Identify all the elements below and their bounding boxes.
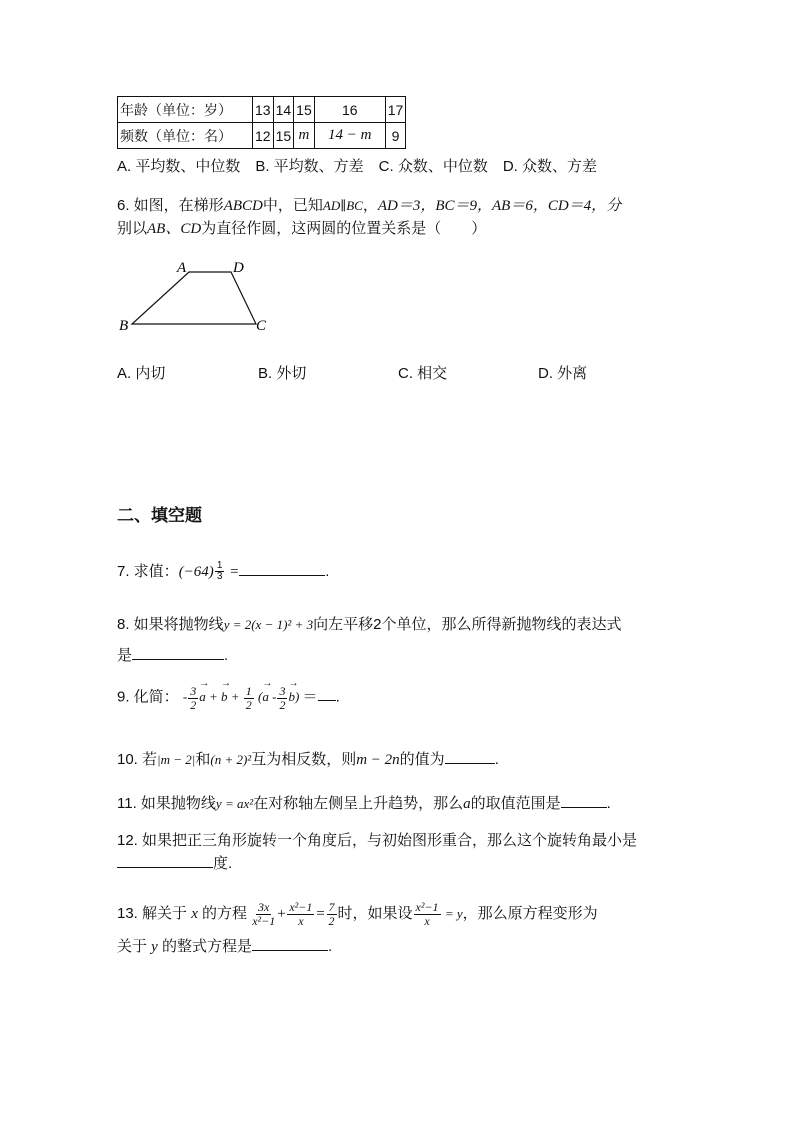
q11-a: a [463, 796, 471, 812]
q6-ab-cd: AB、CD [147, 221, 202, 237]
q9 [117, 685, 340, 712]
q7 [117, 560, 329, 582]
table-cell: 16 [314, 97, 385, 123]
vertex-label-d: D [233, 260, 244, 276]
q9-expr: - $\frac{3}{2}$ → a + → b + $\frac{1}{2}$ (→ a - $\frac{3}{2}$ → b) [183, 689, 303, 704]
answer-blank[interactable] [132, 645, 224, 660]
q13-eqy: = y [441, 905, 463, 921]
table-cell: 17 [385, 97, 406, 123]
vertex-label-c: C [256, 318, 267, 334]
q6-option-c: C. 相交 [398, 365, 448, 382]
q7-eq: = [225, 564, 240, 580]
answer-blank[interactable] [117, 853, 213, 868]
q6-option-a: A. 内切 [117, 365, 166, 382]
q13-substitution: $\frac{\text{x²−1}}{x}$ [415, 900, 439, 928]
q7-exp-den: 3 [216, 571, 223, 582]
q12-line2 [117, 852, 232, 873]
answer-blank[interactable] [318, 686, 336, 701]
q13-line2 [117, 935, 332, 956]
q11-expr: y = ax² [215, 796, 254, 811]
q6-text: 别以 [117, 220, 148, 237]
q13-rest: ，那么原方程变形为 [462, 904, 598, 922]
answer-blank[interactable] [445, 749, 495, 764]
answer-blank[interactable] [561, 793, 607, 808]
table-header-count: 频数（单位：名） [118, 123, 253, 149]
q10-abs: |m − 2| [157, 752, 196, 767]
q6-trapezoid: ABCD [223, 198, 263, 214]
q10-square: (n + 2)² [210, 752, 252, 767]
q7-end: . [325, 563, 330, 580]
q10-end: . [494, 751, 499, 768]
q13-prefix: 13. 解关于 [117, 904, 192, 922]
q13-equation: $\frac{3x}{\text{x²−1}}$ + $\frac{\text{x²−1}}{x}$ = $\frac{7}{2}$ [252, 900, 335, 928]
q6-line2 [117, 217, 486, 238]
trapezoid-shape [132, 272, 256, 324]
trapezoid-figure [110, 255, 280, 335]
table-cell: 15 [273, 123, 294, 149]
table-row [118, 97, 406, 123]
table-cell: 12 [253, 123, 274, 149]
q7-expr: (−64) [178, 564, 214, 580]
q6-line1: 6. 如图，在梯形ABCD中，已知AD∥BC，AD＝3，BC＝9，AB＝6，CD＝4，分 [117, 197, 622, 214]
q11-rest2: 的取值范围是 [470, 795, 561, 812]
q11-prefix: 11. 如果抛物线 [117, 795, 216, 812]
q7-exp-num: 1 [216, 560, 223, 571]
table-cell: 15 [294, 97, 315, 123]
q10-rest: 互为相反数，则 [251, 751, 357, 768]
q8-expr: y = 2(x − 1)² + 3 [223, 617, 314, 632]
q10-and: 和 [195, 751, 211, 768]
vertex-label-a: A [177, 260, 187, 276]
q13-when: 时，如果设 [337, 904, 413, 922]
q13-y: y [151, 939, 158, 955]
q12-line1: 12. 如果把正三角形旋转一个角度后，与初始图形重合，那么这个旋转角最小是 [117, 832, 638, 849]
q8-rest: 向左平移2个单位，那么所得新抛物线的表达式 [313, 616, 622, 633]
q8-line2 [117, 644, 228, 665]
q7-prefix: 7. 求值： [117, 563, 179, 580]
table-cell: 14 − m [314, 123, 385, 149]
q10 [117, 748, 499, 769]
q13-line2b: 的整式方程是 [157, 938, 253, 955]
q6-values: AD＝3，BC＝9，AB＝6，CD＝4，分 [377, 198, 622, 214]
q11-end: . [606, 795, 611, 812]
table-cell: 14 [273, 97, 294, 123]
table-cell: m [294, 123, 315, 149]
q8-prefix: 8. 如果将抛物线 [117, 616, 224, 633]
table-row [118, 123, 406, 149]
q6-option-d: D. 外离 [538, 365, 588, 382]
table-header-age: 年龄（单位：岁） [118, 97, 253, 123]
q8-line2-text: 是 [117, 647, 133, 664]
q10-rest2: 的值为 [399, 751, 445, 768]
q6-option-b: B. 外切 [258, 365, 307, 382]
q13-end: . [328, 938, 333, 955]
q13-line2a: 关于 [117, 938, 152, 955]
q13-x: x [191, 905, 198, 922]
answer-blank[interactable] [239, 561, 325, 576]
q8-line1 [117, 613, 621, 634]
q10-prefix: 10. 若 [117, 751, 158, 768]
q13-line1 [117, 901, 598, 928]
q13-mid: 的方程 [197, 904, 248, 922]
q9-prefix: 9. 化简： [117, 688, 179, 706]
q9-equals: ＝ [302, 688, 318, 706]
q7-exponent [215, 561, 225, 582]
q6-parallel: AD∥BC [322, 198, 363, 213]
q11 [117, 792, 611, 813]
frequency-table [117, 96, 406, 149]
q12-line2-text: 度. [213, 855, 233, 872]
q8-end: . [224, 647, 229, 664]
table-cell: 9 [385, 123, 406, 149]
q6-text: 为直径作圆，这两圆的位置关系是（ ） [201, 220, 487, 237]
table-cell: 13 [253, 97, 274, 123]
section-title: 二、填空题 [117, 506, 202, 525]
q5-options: A. 平均数、中位数 B. 平均数、方差 C. 众数、中位数 D. 众数、方差 [117, 158, 598, 175]
q6-text: 6. 如图，在梯形 [117, 197, 224, 214]
q6-text: 中，已知 [262, 197, 323, 214]
q9-end: . [335, 688, 340, 706]
answer-blank[interactable] [252, 936, 328, 951]
q10-expr: m − 2n [356, 752, 400, 768]
vertex-label-b: B [119, 318, 129, 334]
q11-rest: 在对称轴左侧呈上升趋势，那么 [253, 795, 464, 812]
